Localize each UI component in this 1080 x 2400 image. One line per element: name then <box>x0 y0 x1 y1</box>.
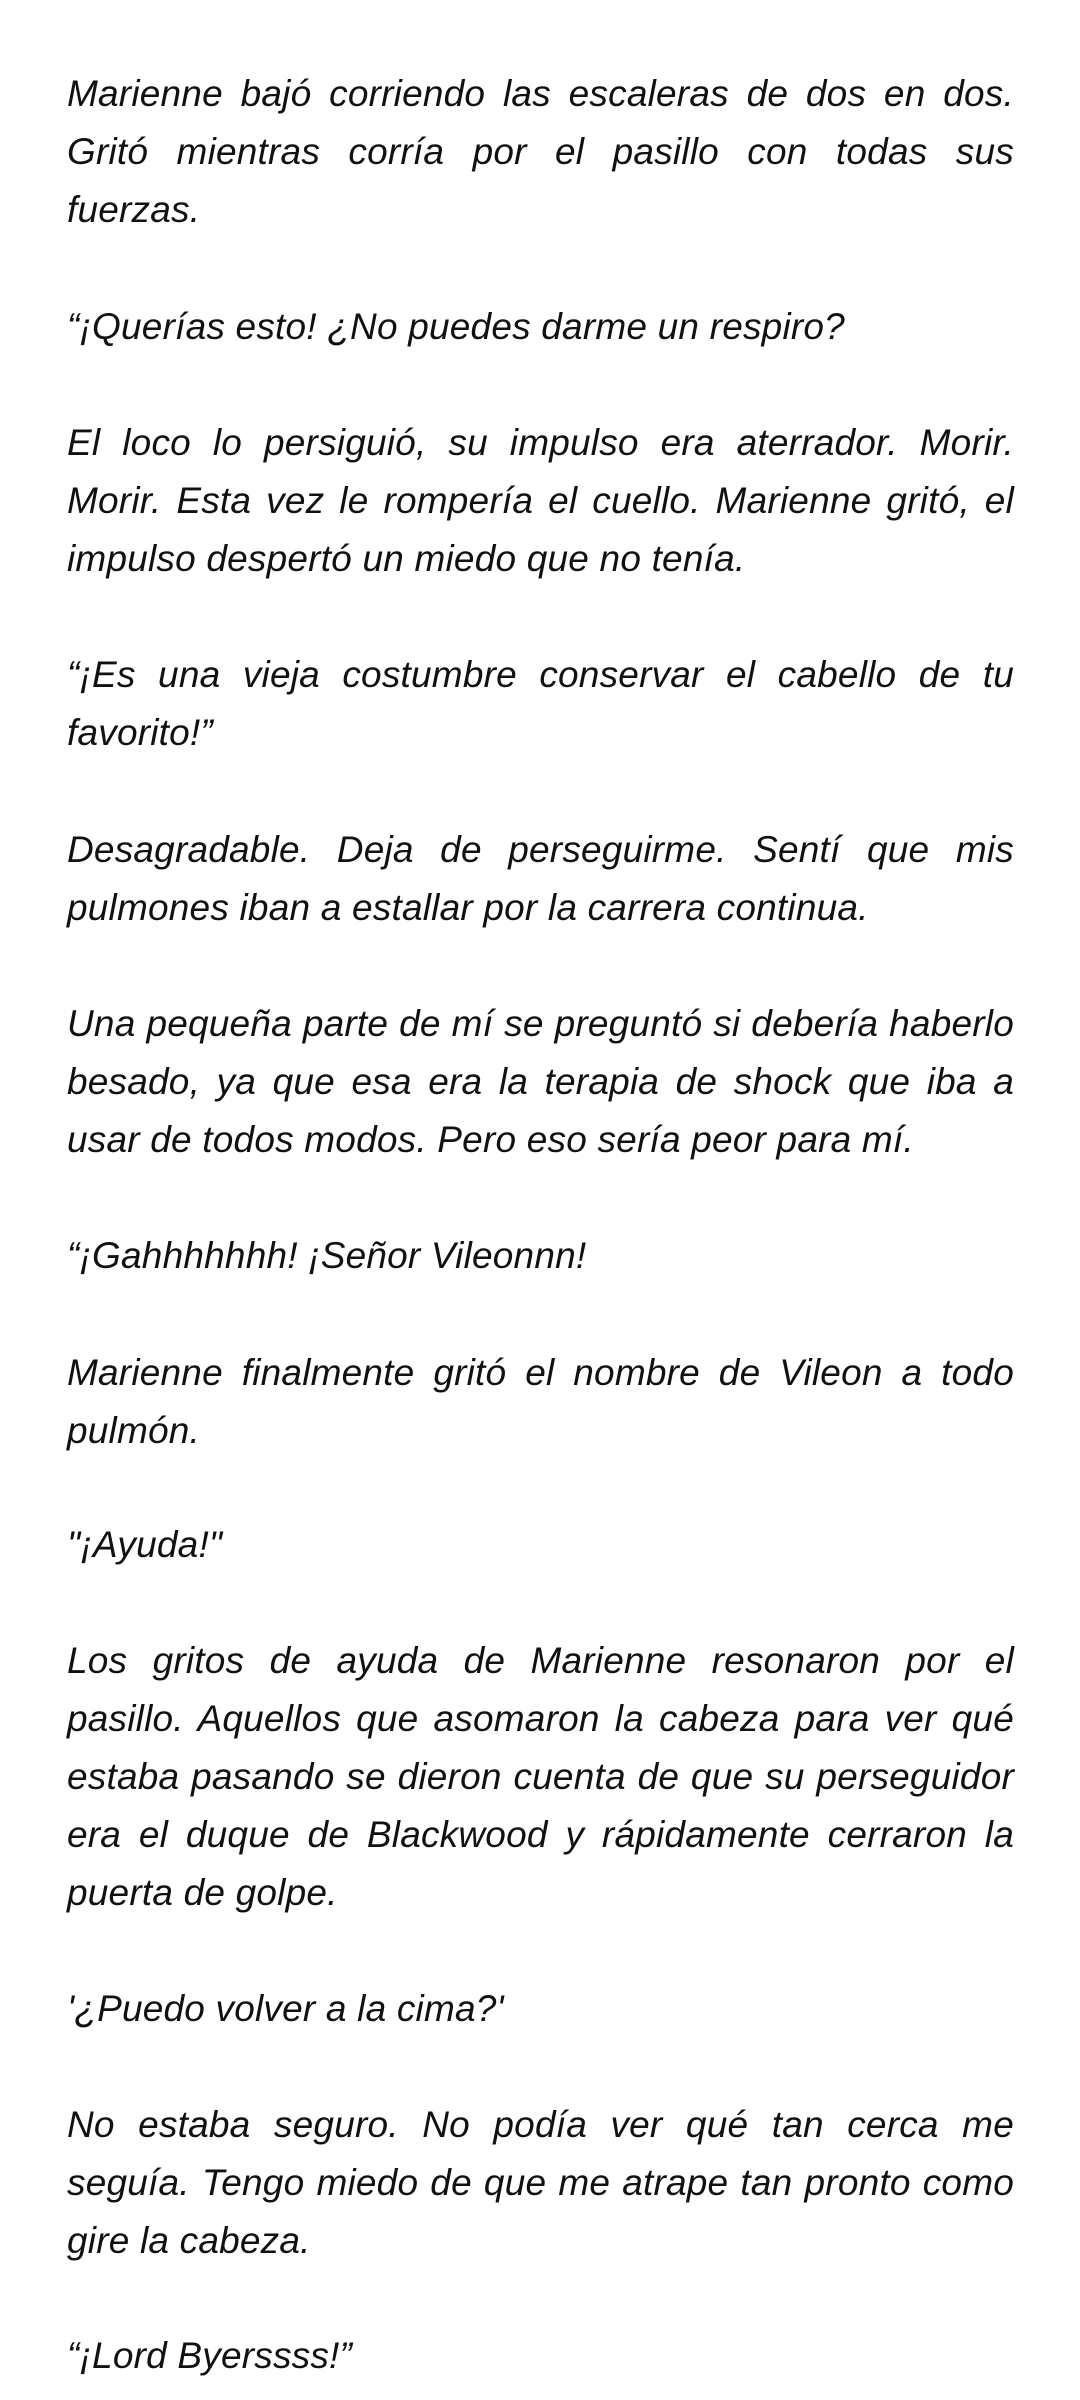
paragraph-12: No estaba seguro. No podía ver qué tan cerca me seguía. Tengo miedo de que me atrape tan pronto como gire la cabeza. <box>67 2104 1014 2261</box>
paragraph-5: Desagradable. Deja de perseguirme. Sentí que mis pulmones iban a estallar por la carrera continua. <box>67 829 1014 928</box>
paragraph-7: “¡Gahhhhhhh! ¡Señor Vileonnn! <box>67 1235 587 1276</box>
paragraph-6: Una pequeña parte de mí se preguntó si debería haberlo besado, ya que esa era la terapia de shock que iba a usar de todos modos. Pero eso sería peor para mí. <box>67 1003 1014 1160</box>
paragraph-11: '¿Puedo volver a la cima?' <box>67 1988 504 2029</box>
paragraph-13: “¡Lord Byerssss!” <box>67 2335 353 2376</box>
paragraph-8: Marienne finalmente gritó el nombre de Vileon a todo pulmón. <box>67 1352 1014 1451</box>
paragraph-10: Los gritos de ayuda de Marienne resonaron por el pasillo. Aquellos que asomaron la cabeza para ver qué estaba pasando se dieron cuenta de que su perseguidor era el duque de Blackwood y rápidamente cerraron la puerta de golpe. <box>67 1640 1014 1913</box>
paragraph-1: Marienne bajó corriendo las escaleras de dos en dos. Gritó mientras corría por el pasillo con todas sus fuerzas. <box>67 73 1014 230</box>
paragraph-3: El loco lo persiguió, su impulso era aterrador. Morir. Morir. Esta vez le rompería el cuello. Marienne gritó, el impulso despertó un miedo que no tenía. <box>67 422 1014 579</box>
paragraph-2: “¡Querías esto! ¿No puedes darme un respiro? <box>67 306 845 347</box>
paragraph-4: “¡Es una vieja costumbre conservar el cabello de tu favorito!” <box>67 654 1014 753</box>
paragraph-9: "¡Ayuda!" <box>67 1524 223 1565</box>
